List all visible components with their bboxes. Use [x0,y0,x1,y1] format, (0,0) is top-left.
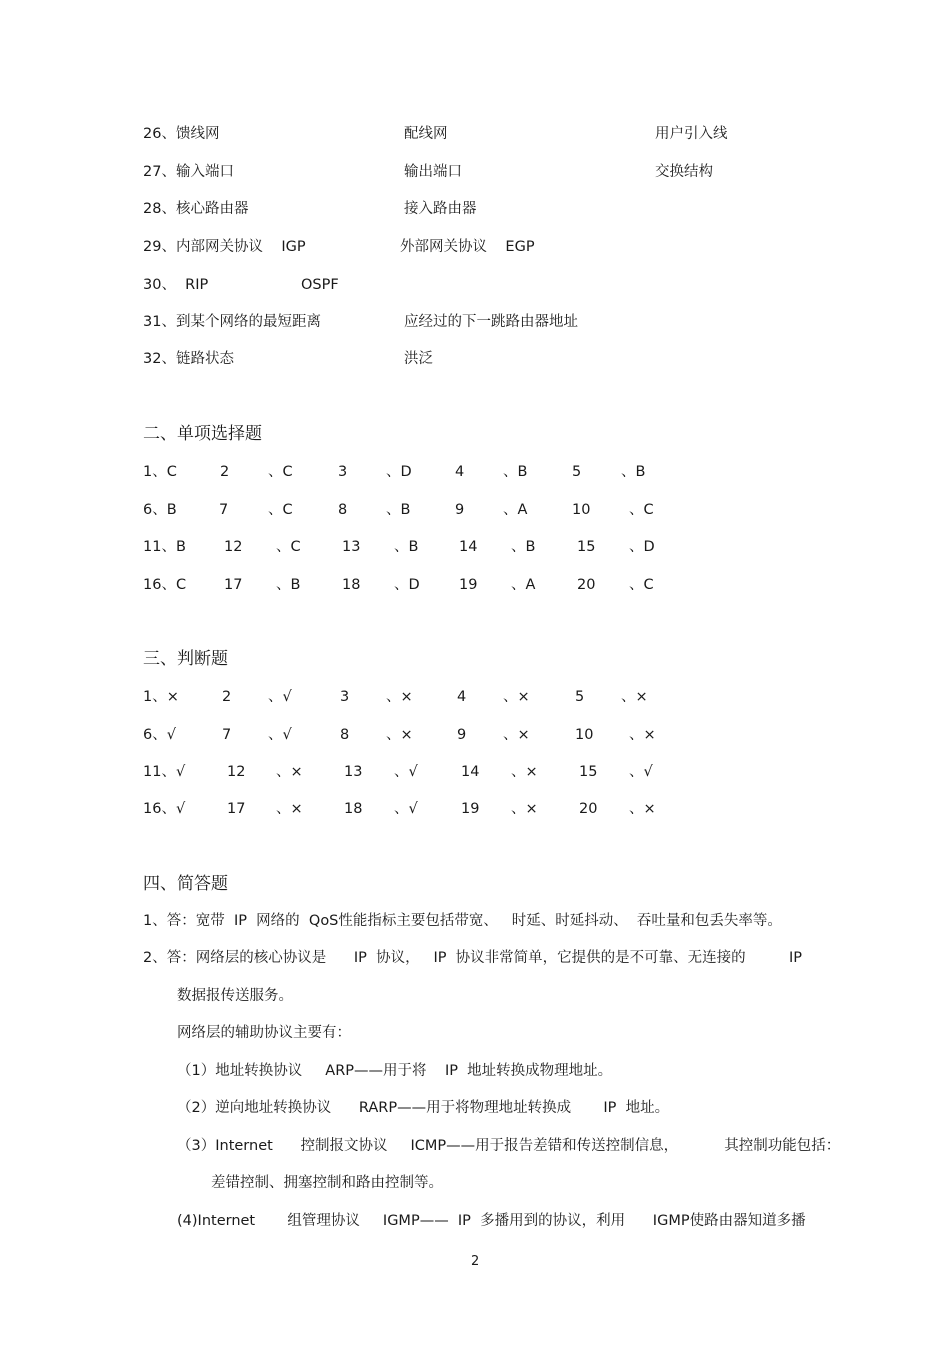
answer-cell: 、B [503,464,528,480]
fill-in-27-b: 输出端口 [404,164,462,180]
fill-in-31-a: 31、到某个网络的最短距离 [143,314,321,330]
answer-cell: 、√ [629,764,653,780]
answer-cell: 、× [511,801,538,817]
answer-2-line-3: 网络层的辅助协议主要有： [177,1025,351,1041]
answer-cell: 、D [386,464,412,480]
answer-cell: 6、√ [143,727,176,743]
answer-cell: 14 [461,764,480,780]
answer-cell: 4 [457,689,467,705]
answer-cell: 、√ [268,727,292,743]
answer-cell: 5 [575,689,585,705]
fill-in-27-a: 27、输入端口 [143,164,234,180]
answer-cell: 18 [344,801,363,817]
answer-cell: 8 [340,727,350,743]
answer-cell: 、B [276,577,301,593]
answer-cell: 15 [577,539,596,555]
answer-cell: 、× [621,689,648,705]
section-3-title: 三、判断题 [143,649,228,669]
page-number: 2 [471,1254,480,1269]
answer-cell: 11、B [143,539,186,555]
answer-cell: 20 [577,577,596,593]
answer-cell: 8 [338,502,348,518]
protocol-item-1: （1）地址转换协议 ARP——用于将 IP 地址转换成物理地址。 [177,1063,613,1079]
answer-cell: 、D [629,539,655,555]
answer-2-line-2: 数据报传送服务。 [177,988,293,1004]
answer-cell: 12 [227,764,246,780]
answer-cell: 16、C [143,577,187,593]
answer-cell: 、× [503,727,530,743]
answer-cell: 、D [394,577,420,593]
answer-cell: 14 [459,539,478,555]
protocol-item-3-line-2: 差错控制、拥塞控制和路由控制等。 [211,1175,443,1191]
answer-cell: 10 [575,727,594,743]
answer-cell: 、× [386,727,413,743]
answer-cell: 13 [342,539,361,555]
fill-in-26-c: 用户引入线 [655,126,728,142]
answer-cell: 5 [572,464,582,480]
answer-1: 1、答：宽带 IP 网络的 QoS性能指标主要包括带宽、 时延、时延抖动、 吞吐量和包丢失率等。 [143,913,782,929]
answer-cell: 13 [344,764,363,780]
answer-cell: 15 [579,764,598,780]
answer-cell: 、C [268,502,293,518]
fill-in-28-b: 接入路由器 [404,201,477,217]
protocol-item-4: (4)Internet 组管理协议 IGMP—— IP 多播用到的协议，利用 IGMP使路由器知道多播 [177,1213,806,1229]
answer-cell: 、× [503,689,530,705]
answer-cell: 、× [511,764,538,780]
answer-cell: 、B [394,539,419,555]
answer-cell: 3 [340,689,350,705]
answer-cell: 、× [629,727,656,743]
answer-cell: 、C [276,539,301,555]
answer-cell: 、√ [394,764,418,780]
fill-in-26-a: 26、馈线网 [143,126,220,142]
fill-in-30-a: 30、 RIP [143,277,209,293]
answer-cell: 9 [455,502,465,518]
answer-cell: 18 [342,577,361,593]
answer-cell: 、B [386,502,411,518]
answer-cell: 、B [621,464,646,480]
section-2-title: 二、单项选择题 [143,424,262,444]
protocol-item-2: （2）逆向地址转换协议 RARP——用于将物理地址转换成 IP 地址。 [177,1100,670,1116]
answer-cell: 16、√ [143,801,186,817]
answer-cell: 、C [629,502,654,518]
fill-in-29-a: 29、内部网关协议 IGP [143,239,306,255]
answer-cell: 、B [511,539,536,555]
answer-cell: 1、× [143,689,179,705]
answer-cell: 、C [629,577,654,593]
answer-cell: 、× [629,801,656,817]
fill-in-32-a: 32、链路状态 [143,351,234,367]
answer-cell: 17 [224,577,243,593]
answer-cell: 4 [455,464,465,480]
answer-cell: 2 [222,689,232,705]
protocol-item-3-line-1: （3）Internet 控制报文协议 ICMP——用于报告差错和传送控制信息， 其控制功能包括： [177,1138,841,1154]
answer-cell: 、A [503,502,528,518]
answer-cell: 、C [268,464,293,480]
answer-2-line-1: 2、答：网络层的核心协议是 IP 协议， IP 协议非常简单，它提供的是不可靠、无连接的 [143,950,746,966]
fill-in-26-b: 配线网 [404,126,448,142]
fill-in-32-b: 洪泛 [404,351,433,367]
fill-in-27-c: 交换结构 [655,164,713,180]
fill-in-29-b: 外部网关协议 EGP [400,239,535,255]
answer-cell: 7 [222,727,232,743]
answer-cell: 19 [461,801,480,817]
fill-in-28-a: 28、核心路由器 [143,201,249,217]
answer-cell: 10 [572,502,591,518]
section-4-title: 四、简答题 [143,874,228,894]
answer-cell: 1、C [143,464,177,480]
answer-cell: 2 [220,464,230,480]
answer-cell: 20 [579,801,598,817]
answer-cell: 、× [386,689,413,705]
answer-2-line-1-end: IP [789,950,803,966]
fill-in-31-b: 应经过的下一跳路由器地址 [404,314,578,330]
answer-cell: 12 [224,539,243,555]
answer-cell: 19 [459,577,478,593]
answer-cell: 、√ [268,689,292,705]
answer-cell: 、× [276,764,303,780]
answer-cell: 3 [338,464,348,480]
answer-cell: 7 [219,502,229,518]
answer-cell: 、× [276,801,303,817]
answer-cell: 、√ [394,801,418,817]
answer-cell: 、A [511,577,536,593]
answer-cell: 9 [457,727,467,743]
fill-in-30-d: OSPF [301,277,339,293]
answer-cell: 17 [227,801,246,817]
answer-cell: 6、B [143,502,177,518]
answer-cell: 11、√ [143,764,186,780]
